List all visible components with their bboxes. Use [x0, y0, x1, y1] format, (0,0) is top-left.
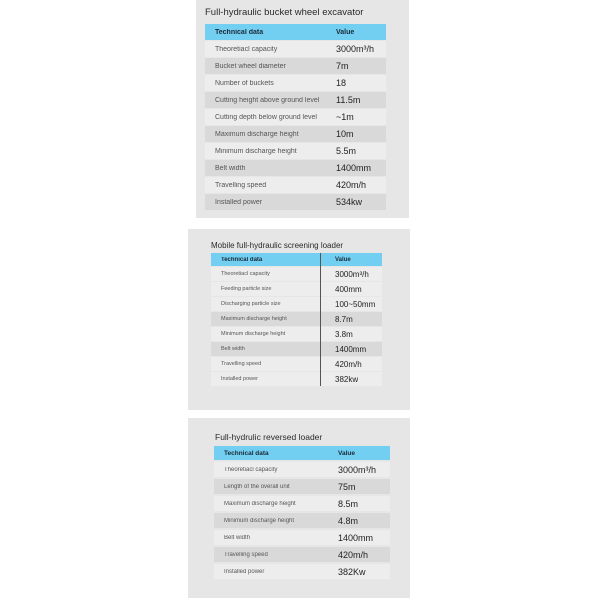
row-value: 420m/h	[335, 359, 362, 369]
table-row	[211, 312, 382, 326]
row-label: Discharging particle size	[221, 301, 281, 307]
row-label: Minimum discharge height	[224, 517, 295, 524]
table-row	[211, 282, 382, 296]
row-value: 382Kw	[338, 566, 366, 577]
row-value: 420m/h	[338, 549, 369, 560]
row-value: 382kw	[335, 374, 359, 384]
header-value: Value	[338, 449, 355, 457]
header-label: Technical data	[221, 256, 263, 263]
row-value: 11.5m	[336, 95, 361, 105]
row-value: 8.7m	[335, 314, 353, 324]
table-row	[205, 126, 386, 142]
row-value: ~1m	[336, 112, 354, 122]
row-label: Feeding particle size	[221, 286, 272, 292]
header-value: Value	[336, 28, 355, 36]
table-row	[214, 564, 390, 579]
reversed-loader-spec-table	[214, 446, 390, 579]
table-row	[205, 160, 386, 176]
excavator-spec-table	[205, 24, 386, 212]
row-value: 3.8m	[335, 329, 353, 339]
row-label: Travelling speed	[215, 181, 267, 189]
row-value: 3000m³/h	[338, 464, 377, 475]
row-value: 3000m³/h	[336, 44, 375, 54]
row-label: Cutting depth below ground level	[215, 113, 317, 121]
row-label: Installed power	[221, 376, 258, 382]
reversed-loader-title: Full-hydrulic reversed loader	[215, 432, 323, 442]
table-row	[205, 92, 386, 108]
row-value: 1400mm	[336, 163, 372, 173]
table-header	[214, 446, 390, 460]
table-row	[205, 177, 386, 193]
row-value: 4.8m	[338, 515, 359, 526]
row-value: 5.5m	[336, 146, 357, 156]
column-divider	[320, 253, 321, 386]
row-value: 1400mm	[335, 344, 367, 354]
row-value: 1400mm	[338, 532, 374, 543]
table-row	[211, 357, 382, 371]
table-row	[205, 143, 386, 159]
row-value: 3000m³/h	[335, 269, 369, 279]
table-row	[214, 547, 390, 562]
row-label: Belt width	[221, 346, 245, 352]
table-row	[214, 496, 390, 511]
header-label: Technical data	[215, 28, 264, 36]
row-value: 420m/h	[336, 180, 367, 190]
table-row	[211, 327, 382, 341]
table-row	[205, 194, 386, 210]
row-value: 400mm	[335, 284, 362, 294]
screening-loader-title: Mobile full-hydraulic screening loader	[211, 241, 344, 250]
table-row	[205, 109, 386, 125]
row-value: 75m	[338, 481, 356, 492]
table-row	[214, 462, 390, 477]
table-row	[211, 342, 382, 356]
table-row	[211, 297, 382, 311]
table-header	[205, 24, 386, 40]
excavator-title: Full-hydraulic bucket wheel excavator	[205, 7, 364, 18]
screening-loader-spec-table	[211, 253, 382, 388]
row-value: 18	[336, 78, 347, 88]
table-row	[211, 372, 382, 386]
row-label: Theoretiacl capacity	[215, 45, 278, 53]
table-row	[211, 267, 382, 281]
header-label: Technical data	[224, 449, 269, 457]
row-label: Number of buckets	[215, 79, 274, 87]
row-value: 8.5m	[338, 498, 359, 509]
table-header	[211, 253, 382, 266]
row-label: Travelling speed	[224, 551, 268, 558]
row-label: Minimum discharge height	[215, 147, 297, 155]
row-label: Maximum discharge height	[215, 130, 299, 138]
row-value: 534kw	[336, 197, 363, 207]
row-label: Installed power	[215, 198, 263, 206]
table-row	[214, 513, 390, 528]
row-label: Belt width	[215, 164, 246, 172]
row-label: Maximum discharge height	[224, 500, 296, 507]
row-label: Installed power	[224, 568, 265, 575]
table-row	[205, 75, 386, 91]
row-label: Length of the overall unit	[224, 483, 290, 490]
row-label: Maximum discharge height	[221, 316, 287, 322]
row-label: Travelling speed	[221, 361, 262, 367]
table-row	[214, 530, 390, 545]
row-label: Theoretiacl capacity	[224, 466, 278, 473]
row-label: Bucket wheel diameter	[215, 62, 286, 70]
header-value: Value	[335, 256, 351, 263]
row-label: Minimum discharge height	[221, 331, 286, 337]
row-value: 7m	[336, 61, 349, 71]
row-label: Cutting height above ground level	[215, 96, 320, 104]
table-row	[205, 41, 386, 57]
row-value: 100~50mm	[335, 299, 376, 309]
row-label: Belt width	[224, 534, 251, 541]
row-value: 10m	[336, 129, 354, 139]
table-row	[205, 58, 386, 74]
row-label: Theoretiacl capacity	[221, 271, 270, 277]
table-row	[214, 479, 390, 494]
